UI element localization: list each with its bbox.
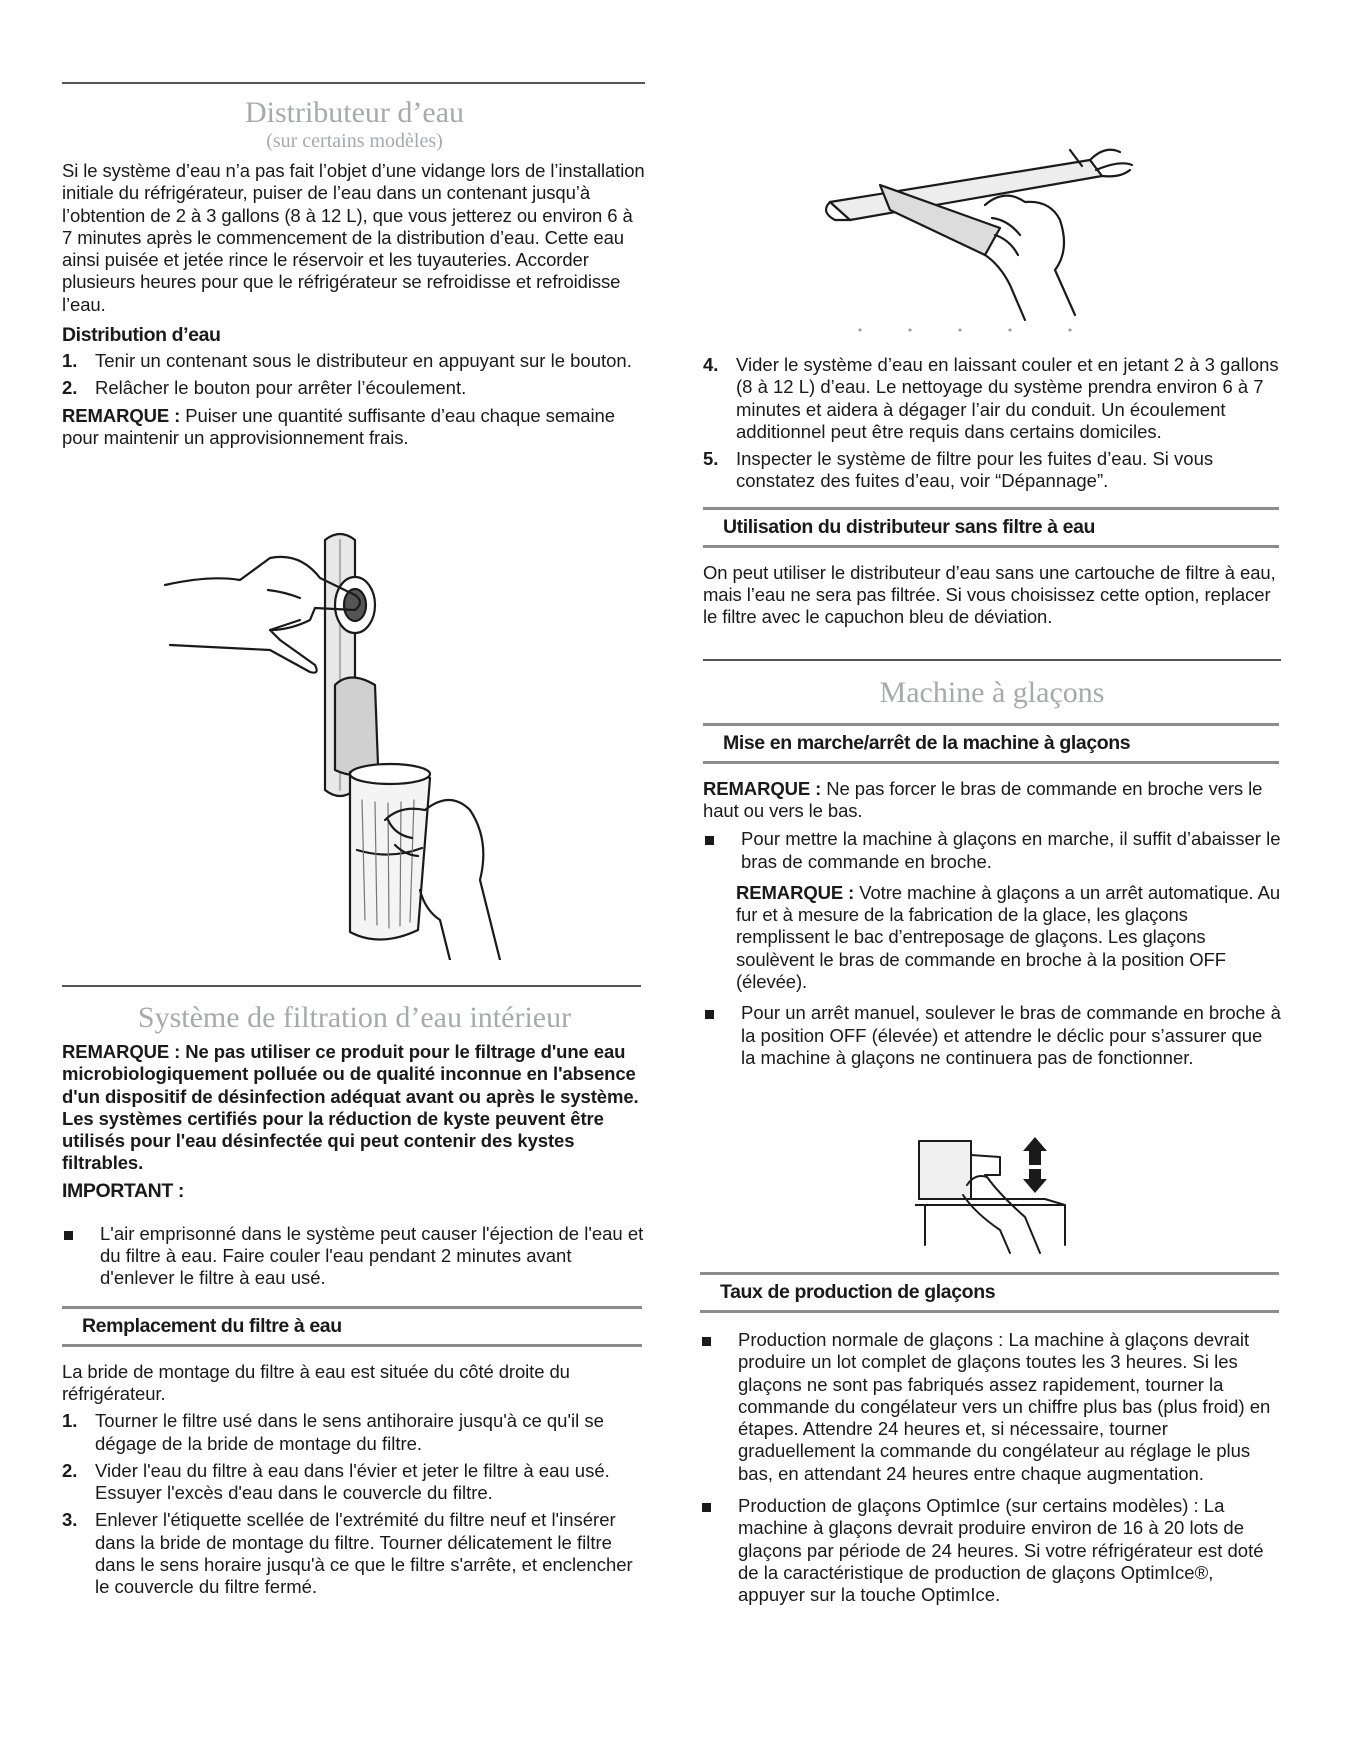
section-divider — [703, 659, 1281, 661]
filter-replacement-intro: La bride de montage du filtre à eau est située du côté droite du réfrigérateur. — [62, 1360, 570, 1404]
ice-maker-onoff-heading: Mise en marche/arrêt de la machine à glaçons — [703, 723, 1279, 764]
list-item: 5. Inspecter le système de filtre pour les fuites d’eau. Si vous constatez des fuites d’eau, voir “Dépannage”. — [703, 448, 1214, 492]
no-filter-heading: Utilisation du distributeur sans filtre à eau — [703, 507, 1279, 548]
list-item: 1. Tourner le filtre usé dans le sens antihoraire jusqu'à ce qu'il se dégage de la bride de montage du filtre. — [62, 1410, 604, 1454]
list-item: 2. Relâcher le bouton pour arrêter l’écoulement. — [62, 377, 467, 399]
list-item: 1. Tenir un contenant sous le distributeur en appuyant sur le bouton. — [62, 350, 632, 372]
water-dispenser-intro: Si le système d’eau n’a pas fait l’objet d’une vidange lors de l’installation initiale du réfrigérateur, puiser de l’eau dans un contenant jusqu’à l’obtention de 2 à 3 gallons (8 à 12 L), que vous jetterez ou environ 6 à 7 minutes après le commencement de la distribution d’eau. Cette eau ainsi puisée et jetée rince le réservoir et les tuyauteries. Accorder plusieurs heures pour que le réfrigérateur se refroidisse et refroidisse l’eau. — [62, 160, 645, 315]
important-bullets — [62, 1223, 647, 1290]
filter-replacement-steps — [62, 1410, 647, 1598]
bullet-square-icon — [702, 1337, 711, 1346]
no-filter-text: On peut utiliser le distributeur d’eau sans une cartouche de filtre à eau, mais l’eau ne sera pas filtrée. Si vous choisissez cette option, replacer le filtre avec le capuchon bleu de déviation. — [703, 561, 1276, 628]
dispensing-steps — [62, 350, 647, 400]
ice-maker-bullets-2 — [703, 1002, 1281, 1069]
ice-rate-heading: Taux de production de glaçons — [700, 1272, 1279, 1313]
section-divider — [62, 985, 641, 987]
left-column — [62, 82, 647, 449]
filter-replacement-heading: Remplacement du filtre à eau — [62, 1306, 642, 1347]
list-item: 4. Vider le système d’eau en laissant couler et en jetant 2 à 3 gallons (8 à 12 L) d’eau. Le nettoyage du système prendra environ 6 à 7 minutes et aidera à dégager l’air du conduit. Un écoulement additionnel peut être requis dans certains domiciles. — [703, 354, 1279, 442]
left-column-lower — [62, 985, 647, 1599]
list-item: L'air emprisonné dans le système peut causer l'éjection de l'eau et du filtre à eau. Faire couler l'eau pendant 2 minutes avant d'enlever le filtre à eau usé. — [62, 1223, 647, 1290]
filter-illustration — [820, 140, 1140, 340]
list-item: Production de glaçons OptimIce (sur certains modèles) : La machine à glaçons devrait produire environ de 16 à 20 lots de glaçons par période de 24 heures. Si votre réfrigérateur est doté de la caractéristique de production de glaçons OptimIce®, appuyer sur la touche OptimIce. — [700, 1495, 1281, 1606]
list-item: 2. Vider l'eau du filtre à eau dans l'évier et jeter le filtre à eau usé. Essuyer l'excès d'eau dans le couvercle du filtre. — [62, 1459, 610, 1504]
right-column — [703, 354, 1281, 1069]
list-item: Pour un arrêt manuel, soulever le bras de commande en broche à la position OFF (élevée) et attendre le déclic pour s’assurer que la machine à glaçons ne continuera pas de fonctionner. — [703, 1002, 1281, 1069]
water-dispenser-subtitle: (sur certains modèles) — [266, 130, 443, 152]
ice-rate-bullets — [700, 1329, 1281, 1607]
ice-maker-subnote: REMARQUE : Votre machine à glaçons a un arrêt automatique. Au fur et à mesure de la fabrication de la glace, les glaçons remplissent le bac d’entreposage de glaçons. Les glaçons soulèvent le bras de commande en broche à la position OFF (élevée). — [736, 881, 1281, 993]
ice-maker-note: REMARQUE : Ne pas forcer le bras de commande en broche vers le haut ou vers le bas. — [703, 777, 1263, 821]
bullet-square-icon — [705, 1010, 714, 1019]
list-item: Pour mettre la machine à glaçons en marche, il suffit d’abaisser le bras de commande en broche. — [703, 828, 1281, 873]
dispensing-note: REMARQUE : Puiser une quantité suffisante d’eau chaque semaine pour maintenir un approvisionnement frais. — [62, 404, 615, 448]
dispenser-illustration — [150, 520, 530, 960]
water-dispenser-title: Distributeur d’eau — [244, 96, 465, 129]
ice-maker-bullets — [703, 828, 1281, 873]
list-item: Production normale de glaçons : La machine à glaçons devrait produire un lot complet de glaçons toutes les 3 heures. Si les glaçons ne sont pas fabriqués assez rapidement, tourner la commande du congélateur vers un chiffre plus bas (plus froid) en étapes. Attendre 24 heures et, si nécessaire, tourner graduellement la commande du congélateur au réglage le plus bas, en attendant 24 heures entre chaque augmentation. — [700, 1329, 1281, 1485]
ice-maker-title: Machine à glaçons — [879, 675, 1105, 709]
section-divider — [62, 82, 645, 84]
filtration-title: Système de filtration d’eau intérieur — [137, 1001, 572, 1034]
bullet-square-icon — [64, 1231, 73, 1240]
filtration-warning: REMARQUE : Ne pas utiliser ce produit pour le filtrage d'une eau microbiologiquement polluée ou de qualité inconnue en l'absence d'un dispositif de désinfection adéquat avant ou après le système. Les systèmes certifiés pour la réduction de kyste peuvent être utilisés pour l'eau désinfectée qui peut contenir des kystes filtrables. — [62, 1041, 639, 1174]
ice-maker-illustration — [915, 1135, 1075, 1255]
list-item: 3. Enlever l'étiquette scellée de l'extrémité du filtre neuf et l'insérer dans la bride de montage du filtre. Tourner délicatement le filtre dans le sens horaire jusqu'à ce que le filtre s'arrête, et enclencher le couvercle du filtre fermé. — [62, 1509, 633, 1598]
bullet-square-icon — [702, 1503, 711, 1512]
flush-steps — [703, 354, 1281, 493]
bullet-square-icon — [705, 836, 714, 845]
water-dispensing-heading: Distribution d’eau — [62, 324, 221, 347]
important-label: IMPORTANT : — [62, 1179, 184, 1202]
right-column-lower — [700, 1272, 1281, 1607]
